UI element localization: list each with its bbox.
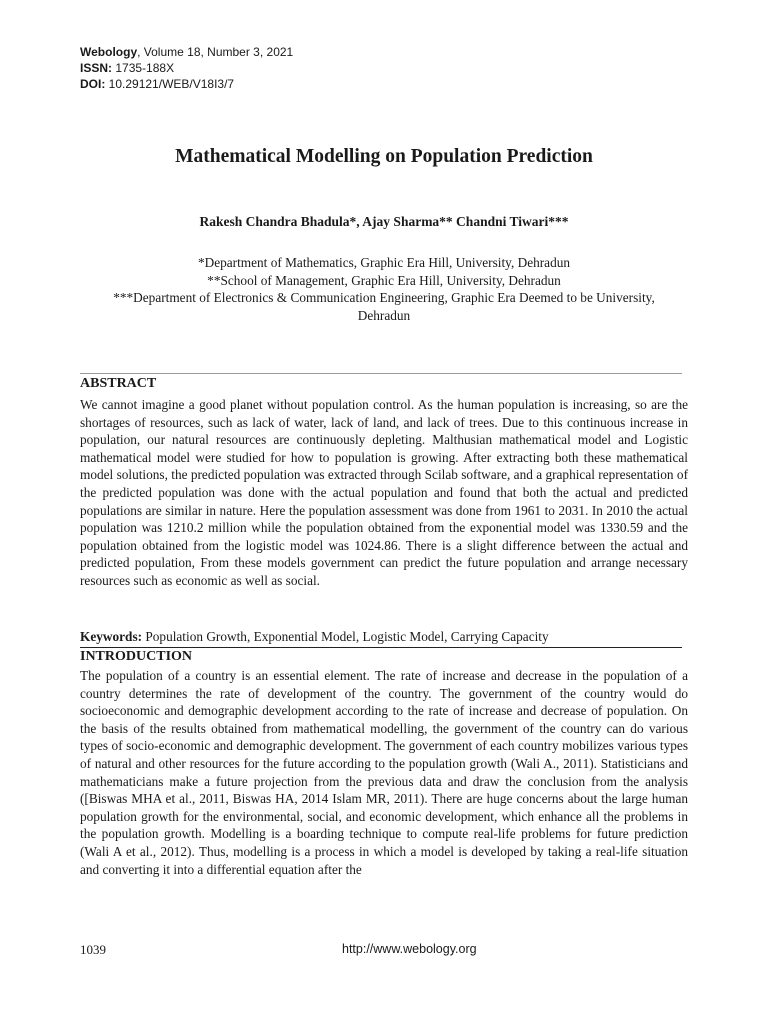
affiliation-2: **School of Management, Graphic Era Hill, University, Dehradun <box>207 272 561 288</box>
paper-title: Mathematical Modelling on Population Prediction <box>175 146 593 167</box>
introduction-divider <box>80 647 682 648</box>
journal-issn-line <box>80 60 293 76</box>
paper-authors: Rakesh Chandra Bhadula*, Ajay Sharma** Chandni Tiwari*** <box>199 214 569 229</box>
introduction-text: The population of a country is an essential element. The rate of increase and decrease in the population of a country determines the rate of development of the country. The government of the country would do socioeconomic and demographic development according to the rate of increase and decrease of population. On the basis of the results obtained from mathematical modelling, the government of the country can do various types of socio-economic and demographic development. The government of each country mobilizes various types of natural and other resources for the future according to the population growth (Wali A., 2011). Statisticians and mathematicians make a future projection from the previous data and draw the conclusion from the analysis ([Biswas MHA et al., 2011, Biswas HA, 2014 Islam MR, 2011). There are huge concerns about the large human population growth for the environmental, social, and economic development, which enhance all the problems in the population growth. Modelling is a boarding technique to compute real-life problems for future prediction (Wali A et al., 2012). Thus, modelling is a process in which a model is developed by taking a real-life situation and converting it into a differential equation after the <box>80 668 688 877</box>
page-number: 1039 <box>80 942 106 957</box>
abstract-text: We cannot imagine a good planet without population control. As the human population is increasing, so are the shortages of resources, such as lack of water, lack of land, and lack of trees. Due to this continuous increase in population, our natural resources are continuously depleting. Malthusian mathematical model and Logistic mathematical model were studied for how to population is growing. After extracting both these mathematical model solutions, the predicted population was extracted through Scilab software, and a graphical representation of the predicted population was done with the actual population and found that both the actual and predicted populations are similar in nature. Here the population assessment was done from 1961 to 2031. In 2010 the actual population was 1210.2 million while the population obtained from the exponential model was 1330.59 and the population obtained from the logistic model was 1024.86. There is a slight difference between the actual and predicted population, From these models government can predict the future population and arrange necessary resources such as economic as well as social. <box>80 397 688 588</box>
journal-header <box>80 44 293 92</box>
issn-value: 1735-188X <box>112 61 175 75</box>
author-affiliations <box>90 254 678 324</box>
abstract-heading: ABSTRACT <box>80 376 157 391</box>
doi-value: 10.29121/WEB/V18I3/7 <box>105 77 235 91</box>
keywords-line <box>80 629 549 645</box>
journal-volume: , Volume 18, Number 3, 2021 <box>137 45 294 59</box>
doi-label: DOI: <box>80 77 106 91</box>
footer-url-link[interactable]: http://www.webology.org <box>342 942 477 956</box>
affiliation-3: ***Department of Electronics & Communication Engineering, Graphic Era Deemed to be University, Dehradun <box>113 290 655 323</box>
issn-label: ISSN: <box>80 61 113 75</box>
abstract-divider <box>80 373 682 374</box>
journal-doi-line <box>80 76 293 92</box>
journal-volume-line <box>80 44 293 60</box>
keywords-text: Population Growth, Exponential Model, Logistic Model, Carrying Capacity <box>142 629 549 644</box>
introduction-heading: INTRODUCTION <box>80 649 193 664</box>
journal-name: Webology <box>80 45 138 59</box>
keywords-label: Keywords: <box>80 629 143 644</box>
affiliation-1: *Department of Mathematics, Graphic Era Hill, University, Dehradun <box>197 255 571 270</box>
